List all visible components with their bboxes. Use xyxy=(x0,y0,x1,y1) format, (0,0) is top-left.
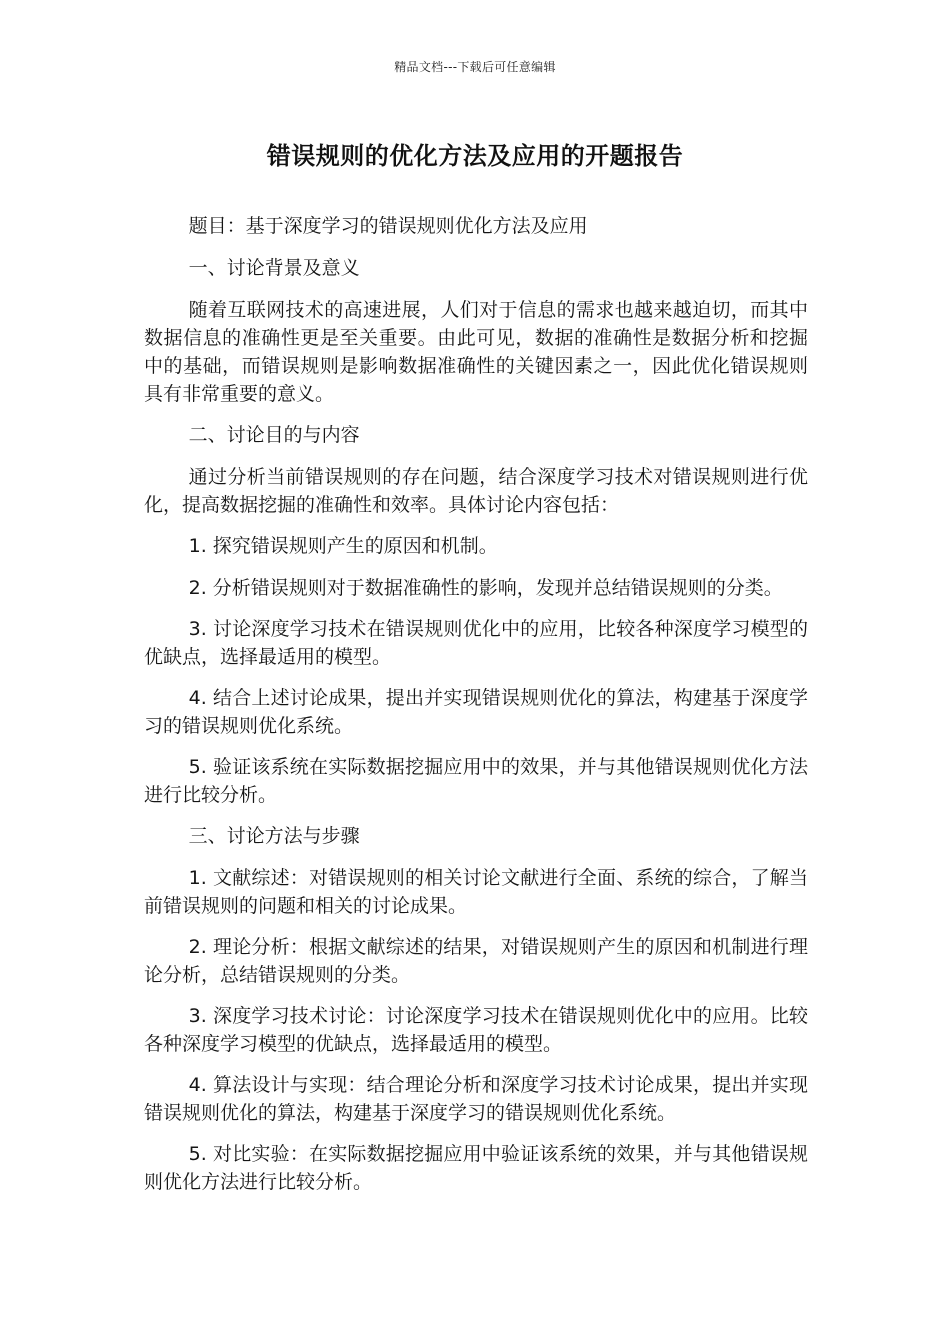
document-title: 错误规则的优化方法及应用的开题报告 xyxy=(266,142,684,170)
document-body xyxy=(144,212,808,1209)
header-note: 精品文档---下载后可任意编辑 xyxy=(394,60,556,74)
method-step-3: 3. 深度学习技术讨论：讨论深度学习技术在错误规则优化中的应用。比较各种深度学习模型的优缺点，选择最适用的模型。 xyxy=(144,1005,808,1055)
method-step-2: 2. 理论分析：根据文献综述的结果，对错误规则产生的原因和机制进行理论分析，总结错误规则的分类。 xyxy=(144,936,808,986)
section-heading-purpose: 二、讨论目的与内容 xyxy=(188,424,360,446)
method-step-1: 1. 文献综述：对错误规则的相关讨论文献进行全面、系统的综合，了解当前错误规则的问题和相关的讨论成果。 xyxy=(144,867,808,917)
method-step-5: 5. 对比实验：在实际数据挖掘应用中验证该系统的效果，并与其他错误规则优化方法进行比较分析。 xyxy=(144,1143,808,1193)
content-item-4: 4. 结合上述讨论成果，提出并实现错误规则优化的算法，构建基于深度学习的错误规则优化系统。 xyxy=(144,687,808,737)
purpose-paragraph: 通过分析当前错误规则的存在问题，结合深度学习技术对错误规则进行优化，提高数据挖掘的准确性和效率。具体讨论内容包括： xyxy=(144,466,808,516)
content-item-5: 5. 验证该系统在实际数据挖掘应用中的效果，并与其他错误规则优化方法进行比较分析。 xyxy=(144,756,808,806)
background-paragraph: 随着互联网技术的高速进展，人们对于信息的需求也越来越迫切，而其中数据信息的准确性更是至关重要。由此可见，数据的准确性是数据分析和挖掘中的基础，而错误规则是影响数据准确性的关键因素之一，因此优化错误规则具有非常重要的意义。 xyxy=(144,299,808,405)
section-heading-method: 三、讨论方法与步骤 xyxy=(188,825,360,847)
section-heading-background: 一、讨论背景及意义 xyxy=(188,257,360,279)
content-item-2: 2. 分析错误规则对于数据准确性的影响，发现并总结错误规则的分类。 xyxy=(188,577,783,599)
content-item-1: 1. 探究错误规则产生的原因和机制。 xyxy=(188,535,498,557)
content-item-3: 3. 讨论深度学习技术在错误规则优化中的应用，比较各种深度学习模型的优缺点，选择最适用的模型。 xyxy=(144,618,808,668)
method-step-4: 4. 算法设计与实现：结合理论分析和深度学习技术讨论成果，提出并实现错误规则优化的算法，构建基于深度学习的错误规则优化系统。 xyxy=(144,1074,808,1124)
topic-line: 题目：基于深度学习的错误规则优化方法及应用 xyxy=(188,215,588,237)
